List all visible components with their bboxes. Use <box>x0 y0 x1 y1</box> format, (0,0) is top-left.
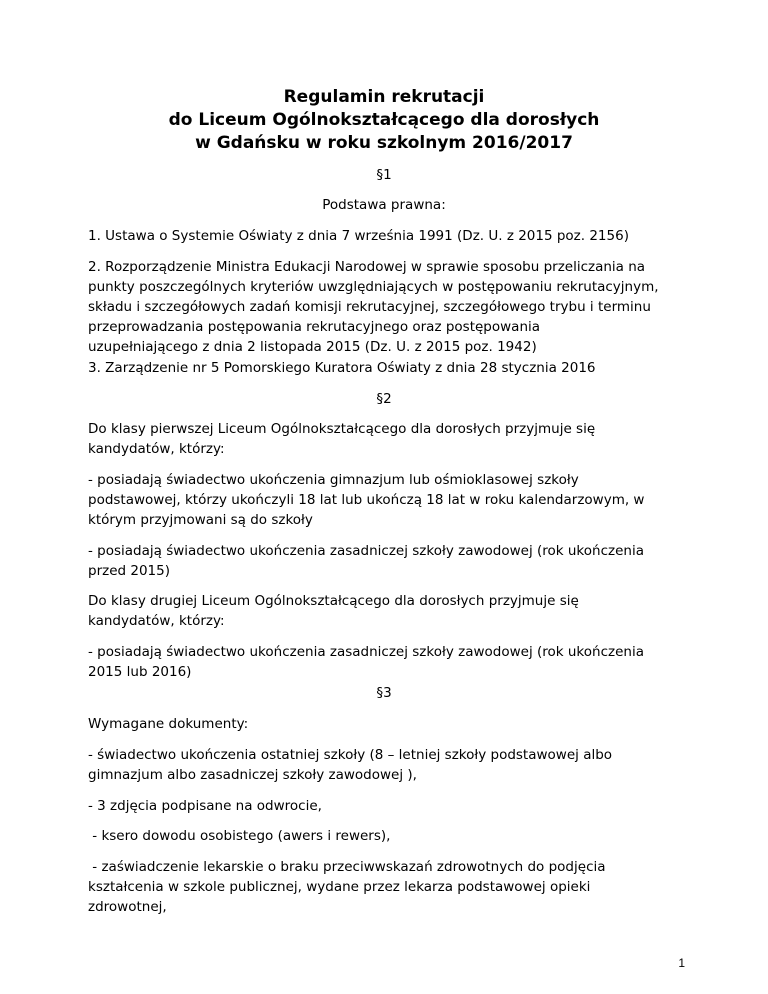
text-line: punkty poszczególnych kryteriów uwzględniających w postępowaniu rekrutacyjnym, <box>88 279 659 295</box>
text-line: przeprowadzania postępowania rekrutacyjnego oraz postępowania <box>88 319 541 335</box>
text-line: Do klasy pierwszej Liceum Ogólnokształcącego dla dorosłych przyjmuje się <box>88 421 596 437</box>
text-line: gimnazjum albo zasadniczej szkoły zawodowej ), <box>88 767 417 783</box>
text-line: - zaświadczenie lekarskie o braku przeciwwskazań zdrowotnych do podjęcia <box>88 859 606 875</box>
text-line: przed 2015) <box>88 563 170 579</box>
text-line: Do klasy drugiej Liceum Ogólnokształcącego dla dorosłych przyjmuje się <box>88 593 579 609</box>
required-document-1 <box>88 745 688 785</box>
title-line-2: do Liceum Ogólnokształcącego dla dorosłych <box>168 110 600 130</box>
section-1-mark: §1 <box>376 167 392 183</box>
text-line: - świadectwo ukończenia ostatniej szkoły (8 – letniej szkoły podstawowej albo <box>88 747 613 763</box>
text-line: kandydatów, którzy: <box>88 613 225 629</box>
text-line: - posiadają świadectwo ukończenia zasadniczej szkoły zawodowej (rok ukończenia <box>88 644 644 660</box>
first-class-criterion-2 <box>88 541 688 581</box>
text-line: kandydatów, którzy: <box>88 441 225 457</box>
page-number: 1 <box>678 956 685 970</box>
text-line: zdrowotnej, <box>88 899 167 915</box>
second-class-criterion <box>88 642 688 682</box>
legal-basis-heading: Podstawa prawna: <box>322 197 446 213</box>
second-class-intro <box>88 591 688 631</box>
section-3-mark: §3 <box>376 685 392 701</box>
required-document-3: - ksero dowodu osobistego (awers i rewers), <box>88 828 391 844</box>
first-class-intro <box>88 419 688 459</box>
legal-basis-item-3: 3. Zarządzenie nr 5 Pomorskiego Kuratora Oświaty z dnia 28 stycznia 2016 <box>88 360 596 376</box>
text-line: podstawowej, którzy ukończyli 18 lat lub ukończą 18 lat w roku kalendarzowym, w <box>88 492 645 508</box>
text-line: 2. Rozporządzenie Ministra Edukacji Narodowej w sprawie sposobu przeliczania na <box>88 259 646 275</box>
section-2-mark: §2 <box>376 391 392 407</box>
text-line: - posiadają świadectwo ukończenia zasadniczej szkoły zawodowej (rok ukończenia <box>88 543 644 559</box>
required-document-4 <box>88 857 688 917</box>
required-documents-heading: Wymagane dokumenty: <box>88 716 249 732</box>
text-line: uzupełniającego z dnia 2 listopada 2015 (Dz. U. z 2015 poz. 1942) <box>88 339 537 355</box>
title-line-1: Regulamin rekrutacji <box>283 87 485 107</box>
text-line: - posiadają świadectwo ukończenia gimnazjum lub ośmioklasowej szkoły <box>88 472 579 488</box>
text-line: składu i szczegółowych zadań komisji rekrutacyjnej, szczegółowego trybu i terminu <box>88 299 651 315</box>
title-line-3: w Gdańsku w roku szkolnym 2016/2017 <box>195 133 573 153</box>
legal-basis-item-2 <box>88 257 688 357</box>
first-class-criterion-1 <box>88 470 688 530</box>
text-line: 2015 lub 2016) <box>88 664 192 680</box>
text-line: którym przyjmowani są do szkoły <box>88 512 313 528</box>
text-line: kształcenia w szkole publicznej, wydane przez lekarza podstawowej opieki <box>88 879 591 895</box>
document-title <box>0 86 768 155</box>
required-document-2: - 3 zdjęcia podpisane na odwrocie, <box>88 798 322 814</box>
legal-basis-item-1: 1. Ustawa o Systemie Oświaty z dnia 7 września 1991 (Dz. U. z 2015 poz. 2156) <box>88 228 629 244</box>
